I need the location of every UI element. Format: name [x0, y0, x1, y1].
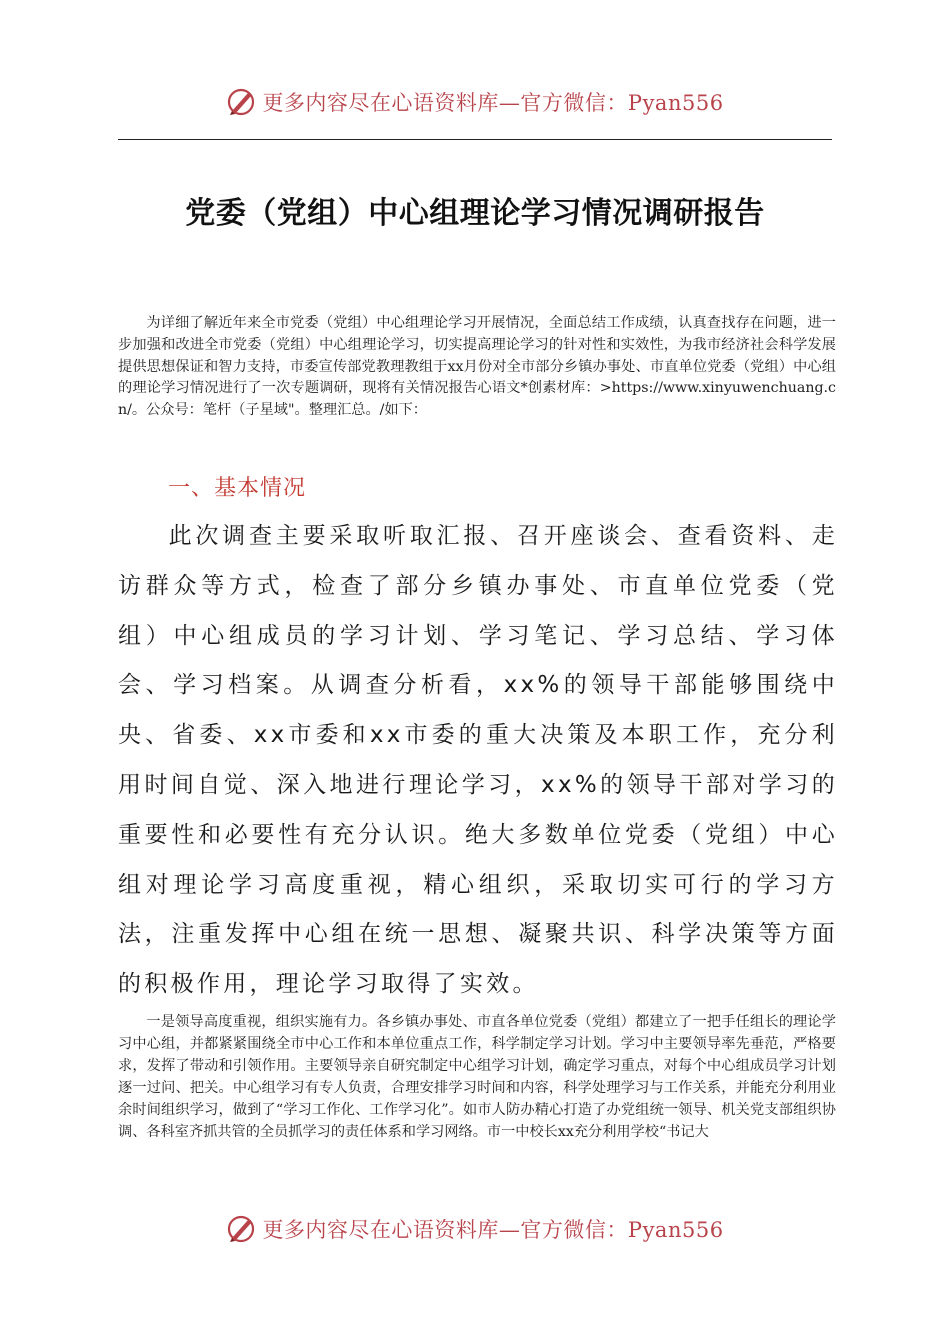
header-banner: [0, 82, 950, 122]
footer-banner: [0, 1209, 950, 1249]
section-heading-basic-situation: 一、基本情况: [168, 476, 307, 501]
leadership-paragraph: 一是领导高度重视，组织实施有力。各乡镇办事处、市直各单位党委（党组）都建立了一把手任组长的理论学习中心组，并都紧紧围绕全市中心工作和本单位重点工作，科学制定学习计划。学习中主要领导率先垂范，严格要求，发挥了带动和引领作用。主要领导亲自研究制定中心组学习计划，确定学习重点，对每个中心组成员学习计划逐一过问、把关。中心组学习有专人负责，合理安排学习时间和内容，科学处理学习与工作关系，并能充分利用业余时间组织学习，做到了“学习工作化、工作学习化”。如市人防办精心打造了办党组统一领导、机关党支部组织协调、各科室齐抓共管的全员抓学习的责任体系和学习网络。市一中校长xx充分利用学校“书记大: [118, 1014, 836, 1140]
pen-logo-icon: [226, 87, 256, 117]
pen-logo-icon: [226, 1214, 256, 1244]
section-body-paragraph: 此次调查主要采取听取汇报、召开座谈会、查看资料、走访群众等方式，检查了部分乡镇办事处、市直单位党委（党组）中心组成员的学习计划、学习笔记、学习总结、学习体会、学习档案。从调查分析看，xx%的领导干部能够围绕中央、省委、xx市委和xx市委的重大决策及本职工作，充分利用时间自觉、深入地进行理论学习，xx%的领导干部对学习的重要性和必要性有充分认识。绝大多数单位党委（党组）中心组对理论学习高度重视，精心组织，采取切实可行的学习方法，注重发挥中心组在统一思想、凝聚共识、科学决策等方面的积极作用，理论学习取得了实效。: [118, 523, 838, 998]
header-divider: [118, 139, 832, 140]
footer-banner-text: 更多内容尽在心语资料库—官方微信：Pyan556: [262, 1218, 724, 1242]
document-title: 党委（党组）中心组理论学习情况调研报告: [185, 196, 765, 231]
intro-paragraph: 为详细了解近年来全市党委（党组）中心组理论学习开展情况，全面总结工作成绩，认真查找存在问题，进一步加强和改进全市党委（党组）中心组理论学习，切实提高理论学习的针对性和实效性，为我市经济社会科学发展提供思想保证和智力支持，市委宣传部党教理教组于xx月份对全市部分乡镇办事处、市直单位党委（党组）中心组的理论学习情况进行了一次专题调研，现将有关情况报告心语文*创素材库：>https://www.xinyuwenchuang.cn/。公众号：笔杆（子星域"。整理汇总。/如下：: [118, 315, 836, 419]
header-banner-text: 更多内容尽在心语资料库—官方微信：Pyan556: [262, 91, 724, 115]
